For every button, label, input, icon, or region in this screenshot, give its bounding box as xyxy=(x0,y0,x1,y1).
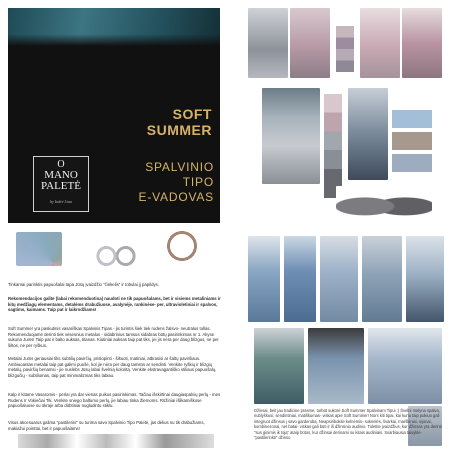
body-text-3: Kalp ir kitame Vasaromis - perlai yra dar vienas puikus pasirinkimas. Tačiau išskirtinai daugiaspalvių perlų - mes Rudens Ir Vokiečiai Tik. Venkite sniego baltumo perlų, jie labiau tinka Žiemoms. Rūžiniai išlikamiškose papuošaluose su ūkraje arba dirbtiniai nugludintu stiklu. xyxy=(8,392,221,409)
outfit-photo-mauve-dress xyxy=(290,8,330,78)
denim-photo-8 xyxy=(368,328,442,404)
body-text-2: Metalai Jums geriausiai tiks subtilių pavirčių, prislopinti - šiltuoti, matiniai, atbrasisi ar šaltų paviršiaus. Ambiuoantas metalai taip pat galimi puošė, kol jie nėra per daug tamsūs ar sendinti. Venkite ryškių ir blizgių metalų, paviršių benamsi - jie nuslėbs Jūsų labai švelnią koloritą. Venkite ekstravagantiško stiliaus papuošalų, blizgučių - subtilumas, taip pat minimalizmas tiks labiau. xyxy=(8,356,217,378)
guide-title-line3: E-VADOVAS xyxy=(138,190,214,204)
outfit-photo-mauve-coat xyxy=(402,8,442,78)
denim-photo-7 xyxy=(308,328,364,404)
swatch-column xyxy=(336,26,354,72)
season-line1: SOFT xyxy=(172,106,212,122)
body-text-1: Soft Summer yra paskutinis vasariškas Spalvinis Tipas - jis turintis šiek tiek rudens žalsvo- neutralus tollas. Rekomenduojame derinti tiek vėsesnius metalus - sidabrinius tamsus sidabras būtų pasirinkimas nr 1. Akyse sukuria Jums! Taip pat ir balto auksas, titanas. Kiutiniai auksas taip pat tiks, jei jis nėra per daug blizgus, ne per šiltos, ne per ryškus. xyxy=(8,326,219,348)
denim-photo-3 xyxy=(320,236,358,322)
necklace-image xyxy=(158,230,206,270)
denim-caption-text: Džinsai, beit jau tradicine prasme, turbūt sukūrė Soft Summer Spalvinam Tipui :) Švelni melyna spalva, nublyškusi, sendintiniai, matiškumas- viskas apie Soft Summer! Nors kiti tipai, kai kuriu taip pukiuo gali integruot džinsus į savo garderobą. Neapsiribokite kelnėmis- suknelės, švarkai, marškiniai, sijonai, kombinezonai, net batai- viskas gali būti ir iš džinsinio audinio. Tuletite įvaizdžius, kur džinsas yra derinti "sus ginimis ik toją" ataip būtos, kur džinsai derinami su kitais audiniais. Svarbiausia taisyklė- "pastilerinkti" džinso xyxy=(254,408,442,441)
outfit-page-top xyxy=(244,8,448,223)
color-fan-image xyxy=(16,232,62,266)
body-text-4: Visus akcesuarus galima "pastilerini" su turima savo Spalvinio Tipo Paletė, jas dėlius nu tik drabužiams, makiažui pointtai, bet ir papuošalams! xyxy=(8,420,205,431)
outfit-photo-blazer xyxy=(348,88,388,180)
outfit-photo-scarf-coat xyxy=(262,88,320,184)
logo-line1: MANO xyxy=(44,169,78,181)
recommendation-text: Rekomendacijos galite (labai rekomenduotina) naudoti ne tik papuošalams, bet ir visiems metaliniams ir kitų medžiagų elementams, detalėms drabužiuose, avalynėje, rankinėse- per, ultravioletiniai ir spalvos, sagtims, kaimams. Taip pat ir laikrodžiams! xyxy=(8,296,221,313)
denim-photo-6 xyxy=(254,328,304,404)
jewelry-text-page xyxy=(8,228,224,448)
jewelry-strip-image xyxy=(18,434,214,448)
logo-signature: by Indrė Lina xyxy=(50,199,72,204)
outfit-photo-grey-coat xyxy=(248,8,288,78)
logo-top-letter: O xyxy=(57,159,65,170)
denim-photo-5 xyxy=(406,236,444,322)
denim-photo-1 xyxy=(248,236,280,322)
rings-image xyxy=(92,242,140,270)
outfit-photo-pink-skirt xyxy=(360,8,400,78)
cover-page xyxy=(8,8,220,223)
swatch-blue xyxy=(392,110,432,128)
season-line2: SUMMER xyxy=(146,122,212,138)
logo-line2: PALETĖ xyxy=(41,180,81,192)
guide-title-line2: TIPO xyxy=(182,175,214,189)
denim-photo-4 xyxy=(362,236,402,322)
swatch-dusty-blue xyxy=(392,154,432,172)
intro-text: Tinkamai parinktis papuošalai tapa Jūsų įvaizdžio "činkelis" ir tobulai jį papildys. xyxy=(8,282,159,287)
swatch-taupe xyxy=(392,132,432,150)
season-title xyxy=(108,106,212,138)
guide-title xyxy=(118,160,214,205)
guide-title-line1: SPALVINIO xyxy=(145,160,214,174)
brand-logo xyxy=(33,156,89,212)
boots-photo xyxy=(336,186,432,220)
denim-photo-2 xyxy=(284,236,316,322)
logo-wordmark xyxy=(34,170,88,192)
ocean-photo-strip xyxy=(8,8,220,46)
swatch-column-tall xyxy=(324,94,342,198)
